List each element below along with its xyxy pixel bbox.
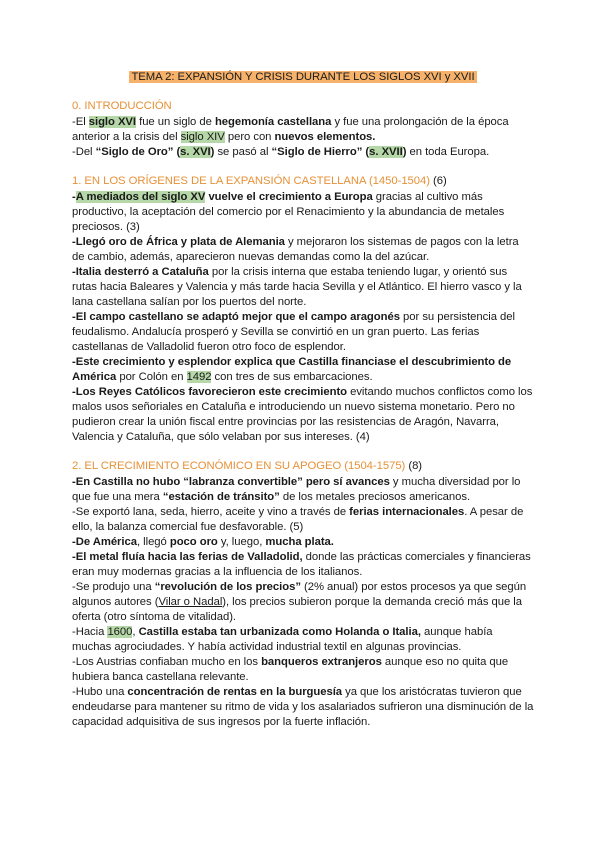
- highlighted-text: siglo XIV: [180, 131, 225, 143]
- paragraph: -Llegó oro de África y plata de Alemania y mejoraron los sistemas de pagos con la letra de cambio, además, aparecieron nuevas demandas como la del azúcar.: [72, 236, 519, 263]
- paragraph: -Hacia 1600, Castilla estaba tan urbanizada como Holanda o Italia, aunque había muchas agrociudades. Y había actividad industrial textil en algunas provincias.: [72, 626, 493, 653]
- page-title: TEMA 2: EXPANSIÓN Y CRISIS DURANTE LOS SIGLOS XVI y XVII: [131, 71, 475, 83]
- paragraph: -Los Austrias confiaban mucho en los banqueros extranjeros aunque eso no quita que hubiera banca castellana relevante.: [72, 656, 509, 683]
- paragraph: -Del “Siglo de Oro” (s. XVI) se pasó al “Siglo de Hierro” (s. XVII) en toda Europa.: [72, 146, 490, 158]
- page-reference: (6): [429, 175, 447, 187]
- paragraph: -En Castilla no hubo “labranza convertible” pero sí avances y mucha diversidad por lo que fue una mera “estación de tránsito” de los metales preciosos americanos.: [72, 476, 521, 503]
- section-heading: 0. INTRODUCCIÓN: [72, 100, 172, 112]
- highlighted-text: s. XVI: [180, 146, 211, 158]
- paragraph: -Italia desterró a Cataluña por la crisis interna que estaba teniendo lugar, y orientó sus rutas hacia Baleares y Valencia y más tarde hacia Sevilla y el Atlántico. El hierro vasco y la lana castellana salían por los puertos del norte.: [72, 266, 522, 308]
- document-page: [72, 70, 534, 744]
- page-reference: (8): [405, 460, 423, 472]
- paragraph: -El campo castellano se adaptó mejor que el campo aragonés por su persistencia del feudalismo. Andalucía prosperó y Sevilla se convirtió en un gran puerto. Las ferias castellanas de Valladolid fueron otro foco de esplendor.: [72, 311, 515, 353]
- paragraph: -Se exportó lana, seda, hierro, aceite y vino a través de ferias internacionales. A pesar de ello, la balanza comercial fue desfavorable. (5): [72, 506, 524, 533]
- section-heading: 1. EN LOS ORÍGENES DE LA EXPANSIÓN CASTELLANA (1450-1504) (6): [72, 175, 447, 187]
- section-heading: 2. EL CRECIMIENTO ECONÓMICO EN SU APOGEO (1504-1575) (8): [72, 460, 423, 472]
- paragraph: -El siglo XVI fue un siglo de hegemonía castellana y fue una prolongación de la época anterior a la crisis del siglo XIV pero con nuevos elementos.: [72, 116, 509, 143]
- paragraph: -Se produjo una “revolución de los precios” (2% anual) por estos procesos ya que según algunos autores (Vilar o Nadal), los precios subieron porque la demanda creció más que la oferta (otro síntoma de vitalidad).: [72, 581, 527, 623]
- paragraph: -De América, llegó poco oro y, luego, mucha plata.: [72, 536, 334, 548]
- paragraph: -Este crecimiento y esplendor explica que Castilla financiase el descubrimiento de América por Colón en 1492 con tres de sus embarcaciones.: [72, 356, 512, 383]
- underlined-text: Vilar o Nadal: [158, 596, 223, 608]
- highlighted-text: siglo XVI: [88, 116, 137, 128]
- highlighted-text: 1492: [186, 371, 212, 383]
- paragraph: -El metal fluía hacia las ferias de Valladolid, donde las prácticas comerciales y financieras eran muy modernas gracias a la influencia de los italianos.: [72, 551, 531, 578]
- highlighted-text: 1600: [107, 626, 133, 638]
- highlighted-text: s. XVII: [369, 146, 403, 158]
- paragraph: -Los Reyes Católicos favorecieron este crecimiento evitando muchos conflictos como los malos usos señoriales en Cataluña e introduciendo un nuevo sistema monetario. Pero no pudieron crear la unión fiscal entre provincias por las resistencias de Aragón, Navarra, Valencia y Cataluña, que sólo velaban por sus intereses. (4): [72, 386, 533, 443]
- paragraph: -A mediados del siglo XV vuelve el crecimiento a Europa gracias al cultivo más productivo, la aceptación del comercio por el Renacimiento y la abundancia de metales preciosos. (3): [72, 191, 505, 233]
- highlighted-text: A mediados del siglo XV: [75, 191, 206, 203]
- section-introduccion: [72, 99, 534, 160]
- section-origenes: [72, 174, 534, 445]
- paragraph: -Hubo una concentración de rentas en la burguesía ya que los aristócratas tuvieron que endeudarse para mantener su ritmo de vida y los asalariados sufrieron una disminución de la capacidad adquisitiva de sus ingresos por la fuerte inflación.: [72, 686, 534, 728]
- section-crecimiento: [72, 459, 534, 730]
